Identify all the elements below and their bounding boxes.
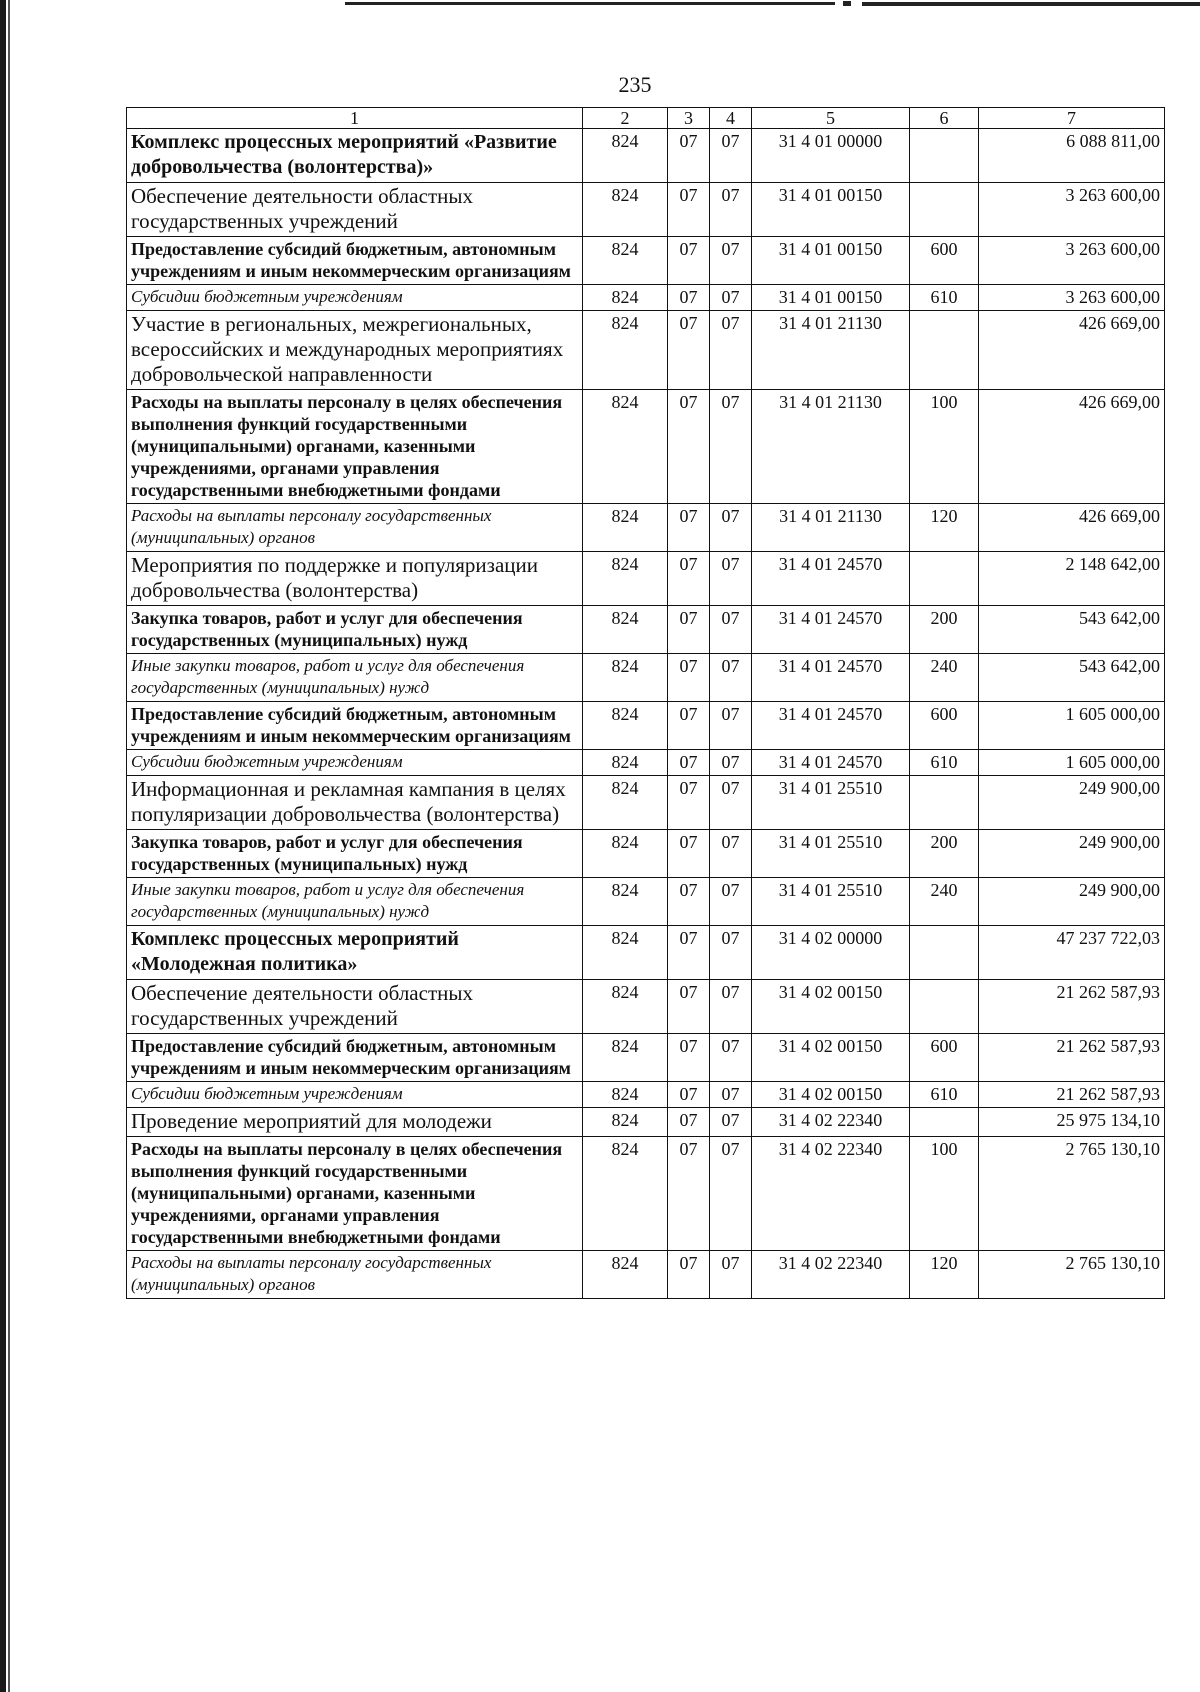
table-row <box>127 750 1165 776</box>
row-grbs-cell: 824 <box>583 311 668 390</box>
row-section-cell: 07 <box>668 776 710 830</box>
row-subsection-cell: 07 <box>710 237 752 285</box>
row-expense-type-cell <box>910 1108 979 1137</box>
row-target-article-cell: 31 4 02 22340 <box>752 1251 910 1299</box>
row-grbs-cell: 824 <box>583 285 668 311</box>
row-section-cell: 07 <box>668 311 710 390</box>
row-grbs-cell: 824 <box>583 1108 668 1137</box>
row-target-article-cell: 31 4 01 00150 <box>752 237 910 285</box>
table-row <box>127 654 1165 702</box>
row-grbs-cell: 824 <box>583 1251 668 1299</box>
table-row <box>127 552 1165 606</box>
table-row <box>127 504 1165 552</box>
row-target-article-cell: 31 4 01 25510 <box>752 830 910 878</box>
row-target-article-cell: 31 4 01 21130 <box>752 311 910 390</box>
row-grbs-cell: 824 <box>583 980 668 1034</box>
row-target-article-cell: 31 4 02 22340 <box>752 1108 910 1137</box>
header-col-7: 7 <box>979 108 1165 129</box>
table-row <box>127 1082 1165 1108</box>
row-subsection-cell: 07 <box>710 702 752 750</box>
row-target-article-cell: 31 4 01 00150 <box>752 285 910 311</box>
row-target-article-cell: 31 4 01 25510 <box>752 878 910 926</box>
table-row <box>127 980 1165 1034</box>
row-amount-cell: 1 605 000,00 <box>979 750 1165 776</box>
row-name-cell: Субсидии бюджетным учреждениям <box>127 750 583 776</box>
row-target-article-cell: 31 4 02 00150 <box>752 1082 910 1108</box>
row-subsection-cell: 07 <box>710 750 752 776</box>
row-expense-type-cell <box>910 311 979 390</box>
row-amount-cell: 2 765 130,10 <box>979 1251 1165 1299</box>
row-target-article-cell: 31 4 02 00000 <box>752 926 910 980</box>
row-name-cell: Расходы на выплаты персоналу государственных (муниципальных) органов <box>127 1251 583 1299</box>
row-section-cell: 07 <box>668 702 710 750</box>
row-target-article-cell: 31 4 01 25510 <box>752 776 910 830</box>
row-section-cell: 07 <box>668 1137 710 1251</box>
row-expense-type-cell: 600 <box>910 702 979 750</box>
row-expense-type-cell <box>910 129 979 183</box>
table-row <box>127 237 1165 285</box>
table-row <box>127 1137 1165 1251</box>
row-amount-cell: 47 237 722,03 <box>979 926 1165 980</box>
row-grbs-cell: 824 <box>583 750 668 776</box>
row-target-article-cell: 31 4 01 21130 <box>752 390 910 504</box>
page-number: 235 <box>618 72 652 97</box>
row-grbs-cell: 824 <box>583 776 668 830</box>
row-name-cell: Закупка товаров, работ и услуг для обеспечения государственных (муниципальных) нужд <box>127 830 583 878</box>
row-amount-cell: 249 900,00 <box>979 776 1165 830</box>
row-amount-cell: 25 975 134,10 <box>979 1108 1165 1137</box>
row-section-cell: 07 <box>668 606 710 654</box>
row-section-cell: 07 <box>668 980 710 1034</box>
row-name-cell: Комплекс процессных мероприятий «Молодежная политика» <box>127 926 583 980</box>
row-grbs-cell: 824 <box>583 878 668 926</box>
row-section-cell: 07 <box>668 878 710 926</box>
row-amount-cell: 426 669,00 <box>979 311 1165 390</box>
row-expense-type-cell <box>910 926 979 980</box>
row-section-cell: 07 <box>668 1108 710 1137</box>
row-name-cell: Предоставление субсидий бюджетным, автономным учреждениям и иным некоммерческим организациям <box>127 1034 583 1082</box>
row-section-cell: 07 <box>668 1082 710 1108</box>
row-subsection-cell: 07 <box>710 830 752 878</box>
table-row <box>127 606 1165 654</box>
scan-top-mark <box>843 1 851 6</box>
row-target-article-cell: 31 4 01 24570 <box>752 654 910 702</box>
row-target-article-cell: 31 4 01 00150 <box>752 183 910 237</box>
row-target-article-cell: 31 4 02 22340 <box>752 1137 910 1251</box>
row-subsection-cell: 07 <box>710 285 752 311</box>
scan-top-rule <box>345 2 835 5</box>
row-subsection-cell: 07 <box>710 129 752 183</box>
row-section-cell: 07 <box>668 285 710 311</box>
row-subsection-cell: 07 <box>710 1108 752 1137</box>
row-section-cell: 07 <box>668 830 710 878</box>
row-name-cell: Расходы на выплаты персоналу государственных (муниципальных) органов <box>127 504 583 552</box>
row-amount-cell: 3 263 600,00 <box>979 183 1165 237</box>
scan-top-rule-right <box>862 2 1200 6</box>
row-grbs-cell: 824 <box>583 654 668 702</box>
row-target-article-cell: 31 4 01 24570 <box>752 750 910 776</box>
row-grbs-cell: 824 <box>583 504 668 552</box>
scan-edge-left-inner <box>8 0 10 1692</box>
row-expense-type-cell: 600 <box>910 237 979 285</box>
row-target-article-cell: 31 4 01 00000 <box>752 129 910 183</box>
row-section-cell: 07 <box>668 237 710 285</box>
row-expense-type-cell: 240 <box>910 878 979 926</box>
row-amount-cell: 543 642,00 <box>979 654 1165 702</box>
row-name-cell: Обеспечение деятельности областных государственных учреждений <box>127 980 583 1034</box>
row-grbs-cell: 824 <box>583 183 668 237</box>
table-row <box>127 285 1165 311</box>
row-subsection-cell: 07 <box>710 1137 752 1251</box>
row-name-cell: Обеспечение деятельности областных государственных учреждений <box>127 183 583 237</box>
row-name-cell: Субсидии бюджетным учреждениям <box>127 1082 583 1108</box>
table-row <box>127 830 1165 878</box>
row-expense-type-cell: 610 <box>910 1082 979 1108</box>
header-row <box>127 108 1165 129</box>
row-expense-type-cell <box>910 980 979 1034</box>
row-expense-type-cell: 610 <box>910 285 979 311</box>
row-subsection-cell: 07 <box>710 606 752 654</box>
row-amount-cell: 249 900,00 <box>979 878 1165 926</box>
table-row <box>127 183 1165 237</box>
row-expense-type-cell: 100 <box>910 1137 979 1251</box>
row-amount-cell: 1 605 000,00 <box>979 702 1165 750</box>
row-amount-cell: 21 262 587,93 <box>979 980 1165 1034</box>
row-subsection-cell: 07 <box>710 654 752 702</box>
header-col-4: 4 <box>710 108 752 129</box>
row-subsection-cell: 07 <box>710 1251 752 1299</box>
row-target-article-cell: 31 4 01 21130 <box>752 504 910 552</box>
table-row <box>127 776 1165 830</box>
row-name-cell: Субсидии бюджетным учреждениям <box>127 285 583 311</box>
row-expense-type-cell: 200 <box>910 830 979 878</box>
row-section-cell: 07 <box>668 1251 710 1299</box>
row-target-article-cell: 31 4 01 24570 <box>752 606 910 654</box>
row-grbs-cell: 824 <box>583 129 668 183</box>
row-subsection-cell: 07 <box>710 878 752 926</box>
budget-table <box>126 107 1165 1299</box>
row-grbs-cell: 824 <box>583 702 668 750</box>
row-subsection-cell: 07 <box>710 552 752 606</box>
row-grbs-cell: 824 <box>583 1082 668 1108</box>
row-expense-type-cell: 610 <box>910 750 979 776</box>
row-amount-cell: 3 263 600,00 <box>979 237 1165 285</box>
row-subsection-cell: 07 <box>710 776 752 830</box>
row-amount-cell: 3 263 600,00 <box>979 285 1165 311</box>
table-row <box>127 1251 1165 1299</box>
row-expense-type-cell: 120 <box>910 504 979 552</box>
row-target-article-cell: 31 4 02 00150 <box>752 1034 910 1082</box>
row-section-cell: 07 <box>668 504 710 552</box>
row-name-cell: Иные закупки товаров, работ и услуг для обеспечения государственных (муниципальных) нужд <box>127 878 583 926</box>
row-name-cell: Комплекс процессных мероприятий «Развитие добровольчества (волонтерства)» <box>127 129 583 183</box>
header-col-5: 5 <box>752 108 910 129</box>
row-expense-type-cell: 120 <box>910 1251 979 1299</box>
row-section-cell: 07 <box>668 750 710 776</box>
row-amount-cell: 6 088 811,00 <box>979 129 1165 183</box>
row-grbs-cell: 824 <box>583 237 668 285</box>
row-amount-cell: 249 900,00 <box>979 830 1165 878</box>
table-body <box>127 129 1165 1299</box>
header-col-2: 2 <box>583 108 668 129</box>
row-amount-cell: 426 669,00 <box>979 504 1165 552</box>
row-grbs-cell: 824 <box>583 830 668 878</box>
row-name-cell: Иные закупки товаров, работ и услуг для обеспечения государственных (муниципальных) нужд <box>127 654 583 702</box>
row-expense-type-cell: 100 <box>910 390 979 504</box>
row-section-cell: 07 <box>668 552 710 606</box>
table-row <box>127 1034 1165 1082</box>
row-name-cell: Проведение мероприятий для молодежи <box>127 1108 583 1137</box>
row-target-article-cell: 31 4 01 24570 <box>752 702 910 750</box>
row-subsection-cell: 07 <box>710 390 752 504</box>
row-expense-type-cell <box>910 776 979 830</box>
row-name-cell: Предоставление субсидий бюджетным, автономным учреждениям и иным некоммерческим организациям <box>127 237 583 285</box>
row-grbs-cell: 824 <box>583 1034 668 1082</box>
table-row <box>127 702 1165 750</box>
row-grbs-cell: 824 <box>583 390 668 504</box>
row-amount-cell: 2 765 130,10 <box>979 1137 1165 1251</box>
header-col-3: 3 <box>668 108 710 129</box>
row-expense-type-cell <box>910 552 979 606</box>
row-subsection-cell: 07 <box>710 504 752 552</box>
row-subsection-cell: 07 <box>710 311 752 390</box>
scan-edge-left <box>0 0 6 1692</box>
row-expense-type-cell <box>910 183 979 237</box>
row-name-cell: Расходы на выплаты персоналу в целях обеспечения выполнения функций государственными (муниципальными) органами, казенными учреждениями, органами управления государственными внебюджетными фондами <box>127 1137 583 1251</box>
row-section-cell: 07 <box>668 654 710 702</box>
row-amount-cell: 543 642,00 <box>979 606 1165 654</box>
row-subsection-cell: 07 <box>710 1034 752 1082</box>
row-section-cell: 07 <box>668 129 710 183</box>
row-name-cell: Закупка товаров, работ и услуг для обеспечения государственных (муниципальных) нужд <box>127 606 583 654</box>
row-name-cell: Информационная и рекламная кампания в целях популяризации добровольчества (волонтерства) <box>127 776 583 830</box>
row-expense-type-cell: 240 <box>910 654 979 702</box>
row-grbs-cell: 824 <box>583 606 668 654</box>
table-row <box>127 878 1165 926</box>
row-expense-type-cell: 200 <box>910 606 979 654</box>
row-grbs-cell: 824 <box>583 926 668 980</box>
table-row <box>127 311 1165 390</box>
row-grbs-cell: 824 <box>583 1137 668 1251</box>
row-subsection-cell: 07 <box>710 1082 752 1108</box>
row-name-cell: Расходы на выплаты персоналу в целях обеспечения выполнения функций государственными (муниципальными) органами, казенными учреждениями, органами управления государственными внебюджетными фондами <box>127 390 583 504</box>
table-row <box>127 926 1165 980</box>
row-section-cell: 07 <box>668 926 710 980</box>
row-section-cell: 07 <box>668 390 710 504</box>
row-subsection-cell: 07 <box>710 183 752 237</box>
table-row <box>127 129 1165 183</box>
table-header <box>127 108 1165 129</box>
row-subsection-cell: 07 <box>710 926 752 980</box>
row-grbs-cell: 824 <box>583 552 668 606</box>
table-row <box>127 390 1165 504</box>
row-target-article-cell: 31 4 02 00150 <box>752 980 910 1034</box>
row-amount-cell: 426 669,00 <box>979 390 1165 504</box>
row-amount-cell: 21 262 587,93 <box>979 1034 1165 1082</box>
row-name-cell: Мероприятия по поддержке и популяризации добровольчества (волонтерства) <box>127 552 583 606</box>
row-amount-cell: 2 148 642,00 <box>979 552 1165 606</box>
row-expense-type-cell: 600 <box>910 1034 979 1082</box>
row-target-article-cell: 31 4 01 24570 <box>752 552 910 606</box>
header-col-1: 1 <box>127 108 583 129</box>
row-amount-cell: 21 262 587,93 <box>979 1082 1165 1108</box>
row-name-cell: Предоставление субсидий бюджетным, автономным учреждениям и иным некоммерческим организациям <box>127 702 583 750</box>
table-row <box>127 1108 1165 1137</box>
header-col-6: 6 <box>910 108 979 129</box>
row-section-cell: 07 <box>668 1034 710 1082</box>
row-subsection-cell: 07 <box>710 980 752 1034</box>
row-name-cell: Участие в региональных, межрегиональных, всероссийских и международных мероприятиях добровольческой направленности <box>127 311 583 390</box>
row-section-cell: 07 <box>668 183 710 237</box>
